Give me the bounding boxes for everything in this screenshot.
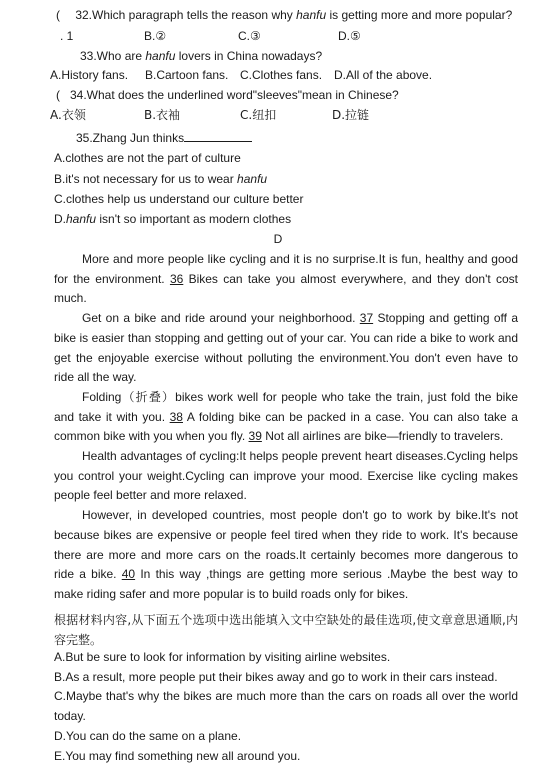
answer-blank bbox=[184, 129, 252, 142]
q34-option-b: B.衣袖 bbox=[144, 108, 181, 122]
q35-option-c: C.clothes help us understand our culture better bbox=[54, 192, 304, 206]
choices-list bbox=[54, 648, 518, 766]
question-35-stem: 35.Zhang Jun thinks bbox=[76, 129, 252, 146]
q33-option-a: A.History fans. bbox=[50, 68, 129, 82]
question-33-stem: 33.Who are hanfu lovers in China nowadays? bbox=[80, 49, 323, 63]
choice-e: E.You may find something new all around you. bbox=[54, 748, 301, 763]
blank-39: 39 bbox=[248, 429, 262, 444]
passage-paragraph-2: Get on a bike and ride around your neighborhood. 37 Stopping and getting off a bike is easier than stopping and getting out of your car. You can ride a bike to work and get the enjoyable exercise without polluting the environment.You don't even have to ride all the way. bbox=[54, 311, 518, 385]
q34-option-d: D.拉链 bbox=[332, 108, 370, 122]
choice-c: C.Maybe that's why the bikes are much more than the cars on roads all over the world today. bbox=[54, 689, 518, 724]
q33-option-d: D.All of the above. bbox=[334, 68, 433, 82]
q32-option-c: C.③ bbox=[238, 29, 261, 43]
blank-36: 36 bbox=[169, 271, 184, 286]
blank-37: 37 bbox=[359, 311, 374, 326]
q33-option-b: B.Cartoon fans. bbox=[145, 68, 229, 82]
choice-d: D.You can do the same on a plane. bbox=[54, 728, 242, 743]
passage-paragraph-4: Health advantages of cycling:It helps people prevent heart diseases.Cycling helps you control your weight.Cycling can improve your mood. Exercise like cycling makes people feel better and more relaxed. bbox=[54, 449, 518, 503]
blank-40: 40 bbox=[121, 567, 136, 582]
passage-paragraph-5: However, in developed countries, most people don't go to work by bike.It's not because bikes are expensive or people feel tired when they ride to work. It's because there are more and more cars on the roads.It certainly becomes more dangerous to ride a bike. 40 In this way ,things are getting more serious .Maybe the best way to make riding safer and more popular is to build roads only for bikes. bbox=[54, 508, 518, 601]
instruction-text: 根据材料内容,从下面五个选项中选出能填入文中空缺处的最佳选项,使文章意思通顺,内容完整。 bbox=[54, 613, 518, 647]
blank-38: 38 bbox=[169, 409, 183, 424]
q35-option-b: B.it's not necessary for us to wear hanfu bbox=[54, 172, 268, 186]
section-title: D bbox=[273, 232, 283, 246]
question-32-options bbox=[60, 28, 73, 44]
passage bbox=[54, 250, 518, 605]
q34-option-c: C.纽扣 bbox=[240, 108, 277, 122]
q34-option-a: A.衣领 bbox=[50, 108, 86, 122]
question-34-stem: ( 34.What does the underlined word"sleeves"mean in Chinese? bbox=[56, 88, 399, 102]
q35-option-d: D.hanfu isn't so important as modern clothes bbox=[54, 212, 292, 226]
passage-paragraph-1: More and more people like cycling and it is no surprise.It is fun, healthy and good for the environment. 36 Bikes can take you almost everywhere, and they don't cost much. bbox=[54, 252, 518, 306]
q32-option-d: D.⑤ bbox=[338, 29, 361, 43]
q32-option-b: B.② bbox=[144, 29, 167, 43]
q32-option-a: . 1 bbox=[60, 29, 74, 43]
q33-option-c: C.Clothes fans. bbox=[240, 68, 323, 82]
choice-a: A.But be sure to look for information by visiting airline websites. bbox=[54, 650, 391, 664]
q35-option-a: A.clothes are not the part of culture bbox=[54, 151, 241, 165]
question-32-stem: ( 32.Which paragraph tells the reason why hanfu is getting more and more popular? bbox=[56, 8, 513, 22]
passage-paragraph-3: Folding（折叠）bikes work well for people who take the train, just fold the bike and take it with you. 38 A folding bike can be packed in a case. You can also take a common bike with you when you fly. 39 Not all airlines are bike—friendly to travelers. bbox=[54, 389, 518, 444]
choice-b: B.As a result, more people put their bikes away and go to work in their cars instead. bbox=[54, 669, 498, 684]
